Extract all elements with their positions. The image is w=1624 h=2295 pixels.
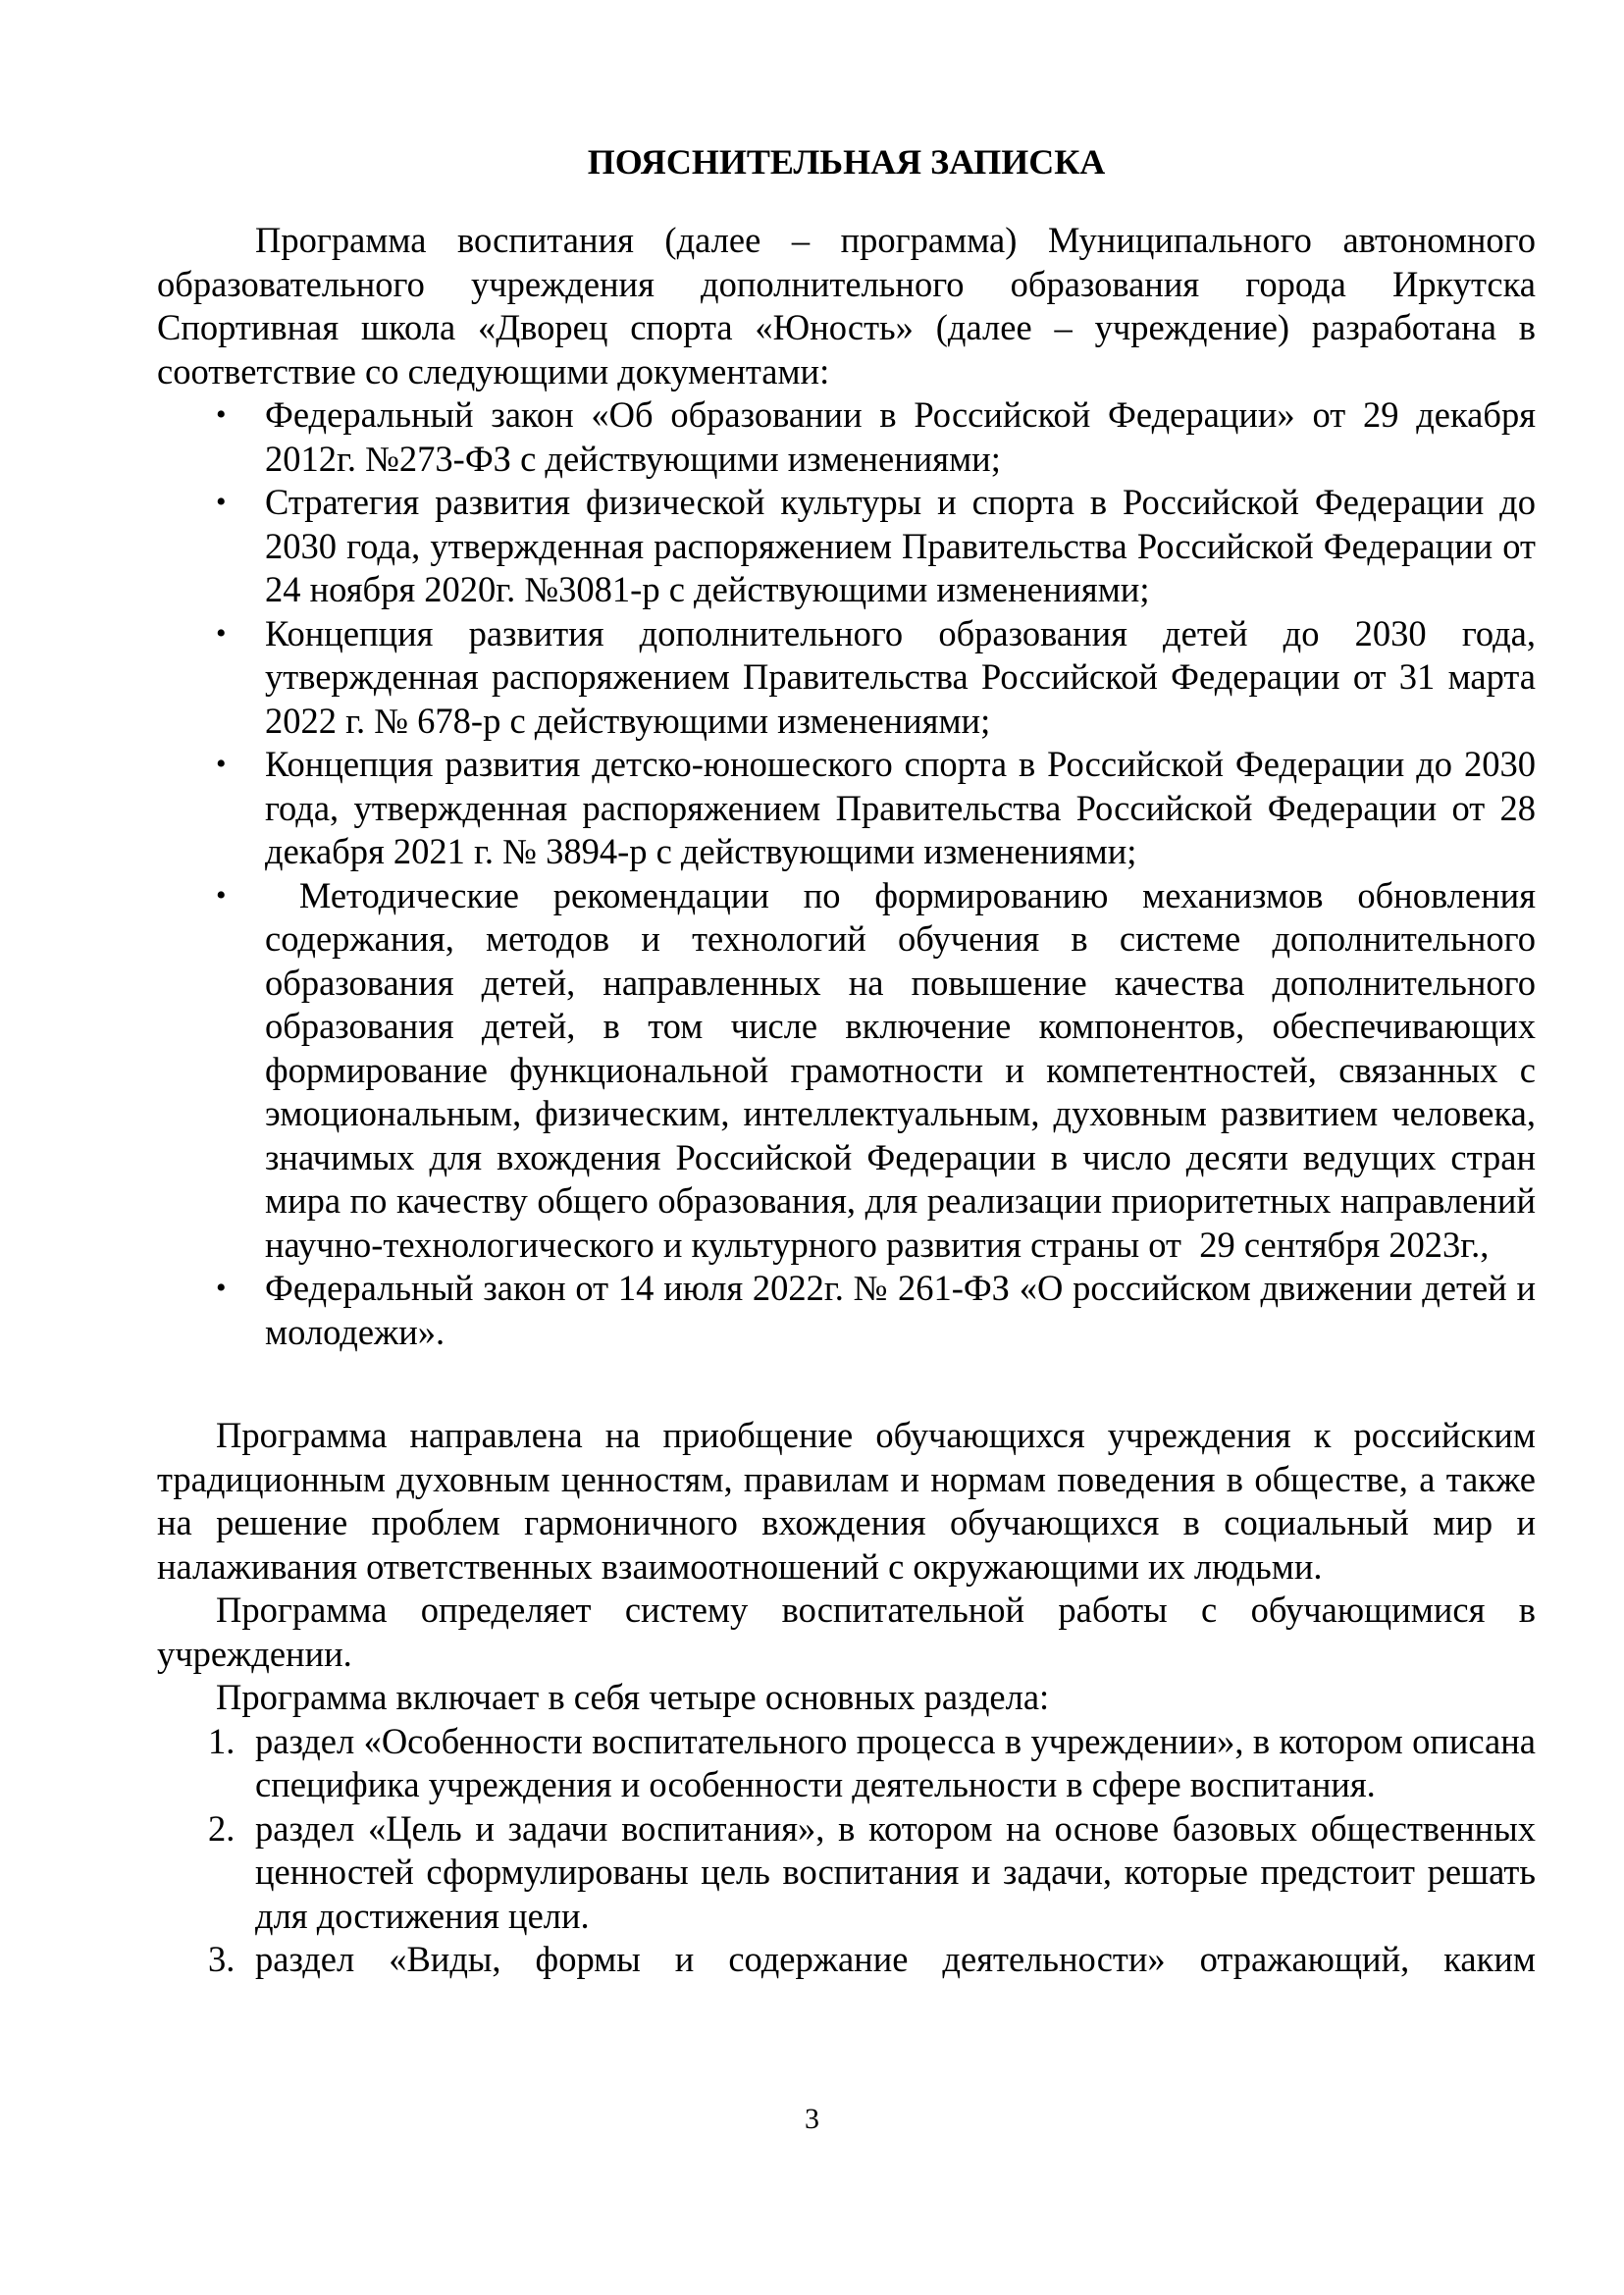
section-item [208, 1807, 1536, 1939]
section-number: 1. [208, 1720, 236, 1761]
list-item-text: Стратегия развития физической культуры и спорта в Российской Федерации до 2030 года, утвержденная распоряжением Правительства Российской Федерации от 24 ноября 2020г. №3081-р с действующими изменениями; [265, 482, 1536, 609]
section-number: 2. [208, 1807, 236, 1849]
list-item [216, 393, 1536, 481]
list-item [216, 743, 1536, 874]
list-item-text: Федеральный закон «Об образовании в Российской Федерации» от 29 декабря 2012г. №273-ФЗ с действующими изменениями; [265, 394, 1536, 479]
intro-paragraph: Программа воспитания (далее – программа) Муниципального автономного образовательного учреждения дополнительного образования города Иркутска Спортивная школа «Дворец спорта «Юность» (далее – учреждение) разработана в соответствие со следующими документами: [157, 220, 1536, 391]
list-item-text: Методические рекомендации по формированию механизмов обновления содержания, методов и технологий обучения в системе дополнительного образования детей, направленных на повышение качества дополнительного образования детей, в том числе включение компонентов, обеспечивающих формирование функциональной грамотности и компетентностей, связанных с эмоциональным, физическим, интеллектуальным, духовным развитием человека, значимых для вхождения Российской Федерации в число десяти ведущих стран мира по качеству общего образования, для реализации приоритетных направлений научно-технологического и культурного развития страны от 29 сентября 2023г., [265, 874, 1545, 1265]
list-item [216, 481, 1536, 612]
bullet-icon: • [216, 398, 227, 431]
page-content [157, 140, 1545, 1982]
list-item [216, 1267, 1536, 1354]
section-item [208, 1720, 1536, 1807]
sections-intro-paragraph: Программа включает в себя четыре основных раздела: [216, 1677, 1050, 1717]
bullet-icon: • [216, 1272, 227, 1304]
list-item-text: Федеральный закон от 14 июля 2022г. № 261-ФЗ «О российском движении детей и молодежи». [265, 1268, 1536, 1352]
list-item-text: Концепция развития детско-юношеского спорта в Российской Федерации до 2030 года, утвержденная распоряжением Правительства Российской Федерации от 28 декабря 2021 г. № 3894-р с действующими изменениями; [265, 744, 1536, 871]
system-paragraph: Программа определяет систему воспитательной работы с обучающимися в учреждении. [157, 1590, 1536, 1674]
section-item [208, 1938, 1536, 1982]
document-title: ПОЯСНИТЕЛЬНАЯ ЗАПИСКА [587, 142, 1106, 182]
spacer [157, 1354, 1536, 1397]
sections-list [157, 1720, 1536, 1982]
list-item [216, 612, 1536, 744]
bullet-icon: • [216, 878, 227, 912]
list-item-text: Концепция развития дополнительного образования детей до 2030 года, утвержденная распоряжением Правительства Российской Федерации от 31 марта 2022 г. № 678-р с действующими изменениями; [265, 612, 1536, 741]
section-text: раздел «Особенности воспитательного процесса в учреждении», в котором описана специфика учреждения и особенности деятельности в сфере воспитания. [255, 1720, 1536, 1804]
direction-paragraph: Программа направлена на приобщение обучающихся учреждения к российским традиционным духовным ценностям, правилам и нормам поведения в обществе, а также на решение проблем гармоничного вхождения обучающихся в социальный мир и налаживания ответственных взаимоотношений с окружающими их людьми. [157, 1415, 1536, 1587]
bullet-icon: • [216, 486, 227, 518]
documents-list [157, 393, 1545, 1354]
section-text: раздел «Виды, формы и содержание деятельности» отражающий, каким [255, 1939, 1536, 1979]
section-text: раздел «Цель и задачи воспитания», в котором на основе базовых общественных ценностей сформулированы цель воспитания и задачи, которые предстоит решать для достижения цели. [255, 1807, 1536, 1936]
bullet-icon: • [216, 616, 227, 650]
list-item [216, 874, 1545, 1268]
section-number: 3. [208, 1939, 236, 1979]
page-number: 3 [805, 2103, 819, 2135]
bullet-icon: • [216, 748, 227, 780]
